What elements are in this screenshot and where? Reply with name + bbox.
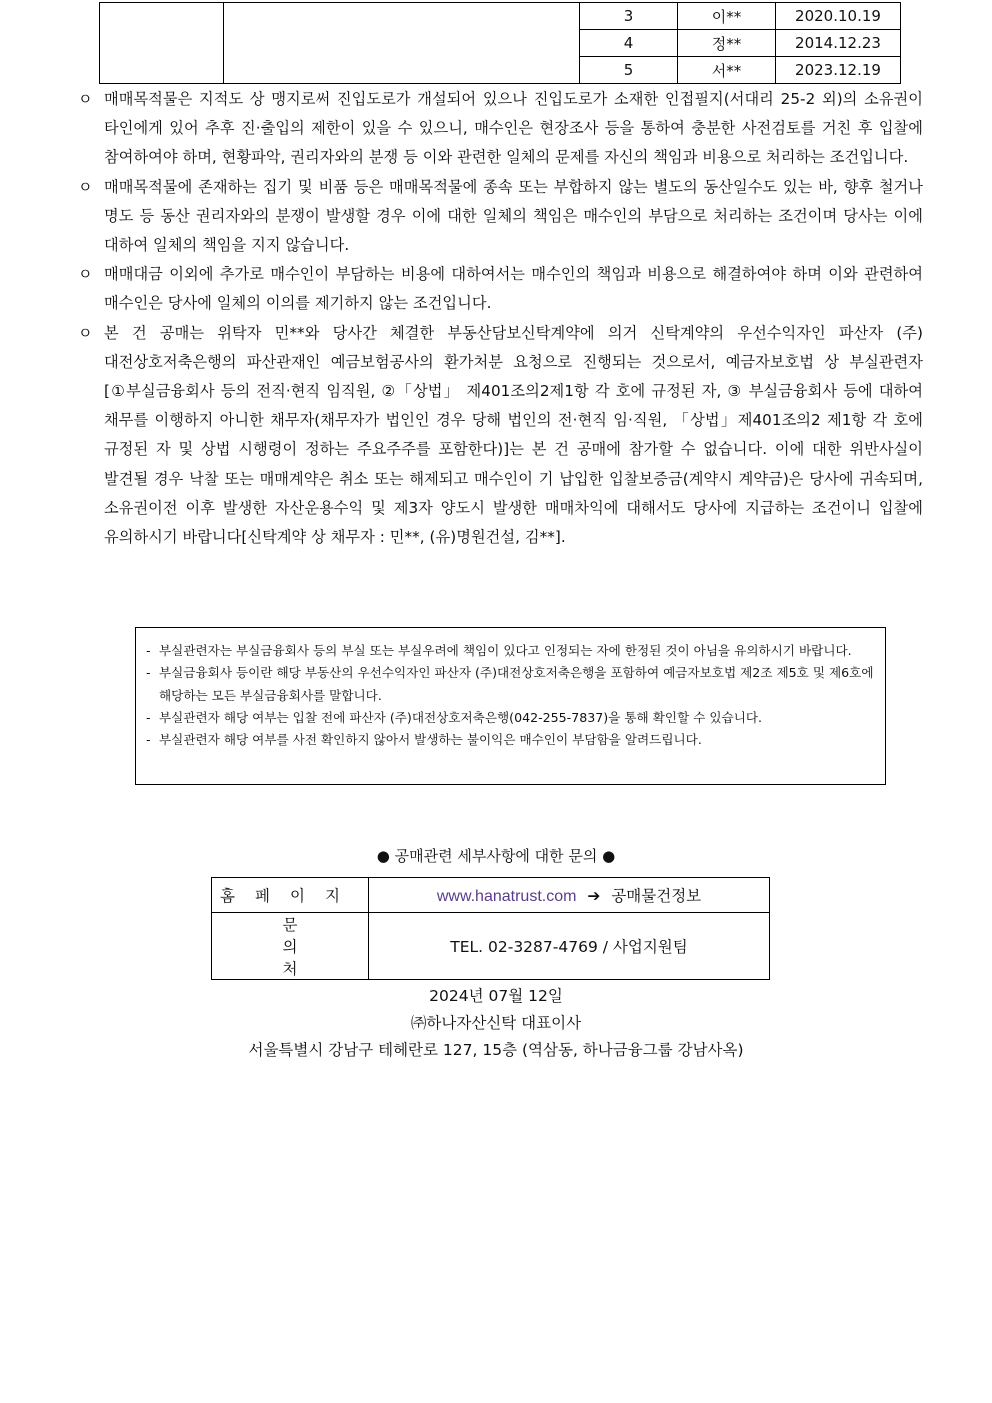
conditions-list: [78, 85, 923, 552]
row-number: 4: [580, 30, 678, 57]
inquiry-title: ● 공매관련 세부사항에 대한 문의 ●: [376, 847, 616, 865]
condition-text: 매매목적물에 존재하는 집기 및 비품 등은 매매목적물에 종속 또는 부합하지 않는 별도의 동산일수도 있는 바, 향후 철거나 명도 등 동산 권리자와의 분쟁이 발생할 경우 이에 대한 일체의 책임은 매수인의 부담으로 처리하는 조건이며 당사는 이에 대하여 일체의 책임을 지지 않습니다.: [104, 177, 923, 255]
note-dash: -: [146, 665, 151, 681]
notice-box: [135, 627, 886, 785]
contact-label: 문의처: [212, 913, 369, 980]
owner-name: 정**: [678, 30, 776, 57]
inquiry-table: [211, 877, 770, 980]
row-number: 5: [580, 57, 678, 84]
note-dash: -: [146, 732, 151, 748]
document-footer: [0, 983, 992, 1064]
arrow-right-icon: ➔: [587, 887, 601, 905]
note-text: 부실관련자는 부실금융회사 등의 부실 또는 부실우려에 책임이 있다고 인정되는 자에 한정된 것이 아님을 유의하시기 바랍니다.: [159, 643, 852, 658]
homepage-cell: [369, 878, 770, 913]
note-dash: -: [146, 643, 151, 658]
note-text: 부실관련자 해당 여부를 사전 확인하지 않아서 발생하는 불이익은 매수인이 부담함을 알려드립니다.: [159, 732, 702, 748]
owner-name: 서**: [678, 57, 776, 84]
condition-text: 매매목적물은 지적도 상 맹지로써 진입도로가 개설되어 있으나 진입도로가 소재한 인접필지(서대리 25-2 외)의 소유권이 타인에게 있어 추후 진·출입의 제한이 있을 수 있으니, 매수인은 현장조사 등을 통하여 충분한 사전검토를 거친 후 입찰에 참여하여야 하며, 현황파악, 권리자와의 분쟁 등 이와 관련한 일체의 문제를 자신의 책임과 비용으로 처리하는 조건입니다.: [104, 90, 923, 167]
contact-value: TEL. 02-3287-4769 / 사업지원팀: [369, 913, 770, 980]
list-item: [78, 173, 923, 261]
blank-cell: [224, 3, 580, 84]
owner-name: 이**: [678, 3, 776, 30]
homepage-link[interactable]: www.hanatrust.com: [436, 888, 577, 905]
note-item: [146, 707, 875, 729]
table-row: [212, 913, 770, 980]
owner-date: 2014.12.23: [776, 30, 901, 57]
issue-date: 2024년 07월 12일: [429, 987, 563, 1005]
homepage-target: 공매물건정보: [611, 887, 702, 905]
list-item: [78, 319, 923, 553]
company-address: 서울특별시 강남구 테헤란로 127, 15층 (역삼동, 하나금융그룹 강남사옥): [248, 1041, 744, 1059]
list-item: [78, 85, 923, 173]
condition-text: 매매대금 이외에 추가로 매수인이 부담하는 비용에 대하여서는 매수인의 책임과 비용으로 해결하여야 하며 이와 관련하여 매수인은 당사에 일체의 이의를 제기하지 않는 조건입니다.: [104, 265, 923, 313]
bullet-mark: ㅇ: [78, 323, 93, 342]
bullet-mark: ㅇ: [78, 177, 93, 196]
owner-date: 2023.12.19: [776, 57, 901, 84]
note-item: [146, 640, 875, 662]
condition-text: 본 건 공매는 위탁자 민**와 당사간 체결한 부동산담보신탁계약에 의거 신탁계약의 우선수익자인 파산자 (주)대전상호저축은행의 파산관재인 예금보험공사의 환가처분 요청으로 진행되는 것으로서, 예금자보호법 상 부실관련자[①부실금융회사 등의 전직·현직 임직원, ②「상법」 제401조의2제1항 각 호에 규정된 자, ③ 부실금융회사 등에 대하여 채무를 이행하지 아니한 채무자(채무자가 법인인 경우 당해 법인의 전·현직 임·직원, 「상법」제401조의2 제1항 각 호에 규정된 자 및 상법 시행령이 정하는 주요주주를 포함한다)]는 본 건 공매에 참가할 수 없습니다. 이에 대한 위반사실이 발견될 경우 낙찰 또는 매매계약은 취소 또는 해제되고 매수인이 기 납입한 입찰보증금(계약시 계약금)은 당사에 귀속되며, 소유권이전 이후 발생한 자산운용수익 및 제3자 양도시 발생한 매매차익에 대해서도 당사에 지급하는 조건이니 입찰에 유의하시기 바랍니다[신탁계약 상 채무자 : 민**, (유)명원건설, 김**].: [104, 323, 923, 547]
table-row: [212, 878, 770, 913]
list-item: [78, 260, 923, 318]
bullet-mark: ㅇ: [78, 265, 93, 284]
note-text: 부실관련자 해당 여부는 입찰 전에 파산자 (주)대전상호저축은행(042-255-7837)을 통해 확인할 수 있습니다.: [159, 709, 763, 725]
table-row: [100, 3, 901, 30]
note-dash: -: [146, 709, 151, 725]
note-text: 부실금융회사 등이란 해당 부동산의 우선수익자인 파산자 (주)대전상호저축은행을 포함하여 예금자보호법 제2조 제5호 및 제6호에 해당하는 모든 부실금융회사를 말합니다.: [159, 665, 874, 703]
row-number: 3: [580, 3, 678, 30]
owner-table: [99, 2, 901, 84]
owner-date: 2020.10.19: [776, 3, 901, 30]
note-item: [146, 662, 875, 707]
company-signature: ㈜하나자산신탁 대표이사: [410, 1014, 582, 1032]
bullet-mark: ㅇ: [78, 90, 93, 108]
note-item: [146, 729, 875, 751]
blank-cell: [100, 3, 224, 84]
homepage-label: 홈페이지: [212, 878, 369, 913]
